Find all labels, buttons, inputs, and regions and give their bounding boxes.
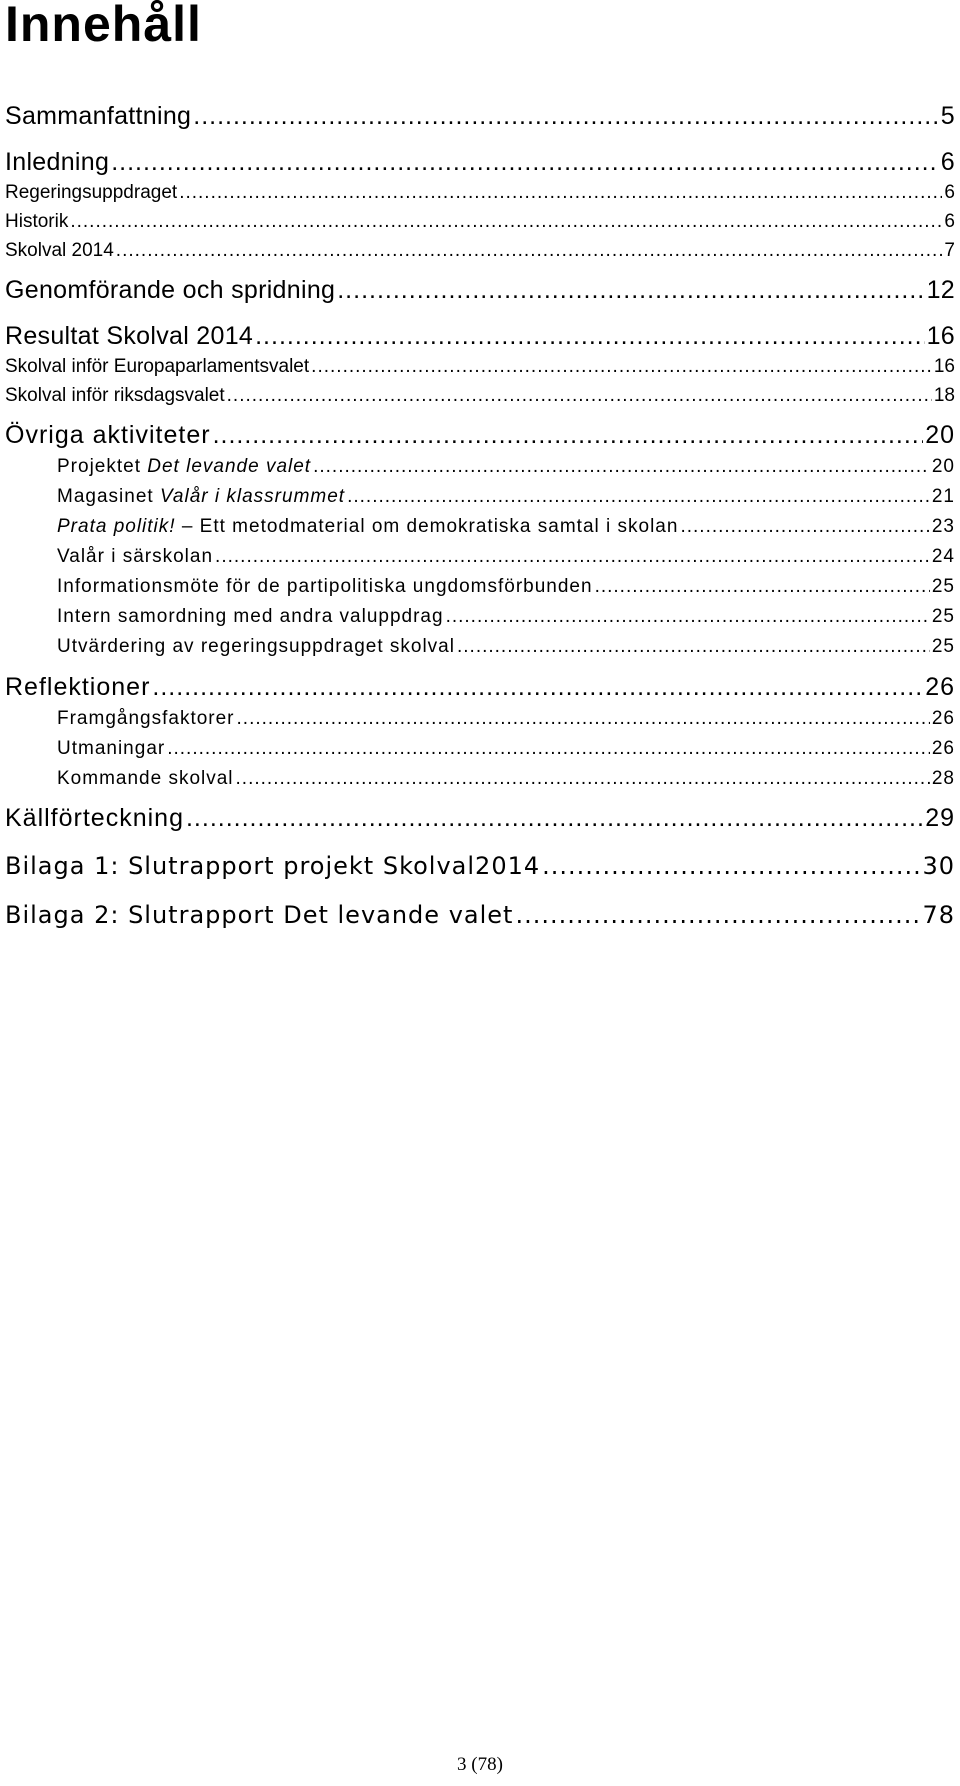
toc-leader-dots [179,182,942,205]
toc-entry-framgangsfaktorer[interactable] [57,708,955,731]
toc-leader-dots [237,708,930,731]
toc-entry-europaparlamentsvalet[interactable] [5,356,955,379]
toc-entry-page: 21 [931,486,955,507]
toc-entry-bilaga-2[interactable] [5,901,955,930]
toc-entry-label: Informationsmöte för de partipolitiska ungdomsförbunden [57,576,593,597]
toc-entry-page: 26 [925,673,955,701]
toc-entry-label [57,486,345,509]
toc-entry-label-italic: Prata politik! [57,516,176,537]
toc-entry-resultat[interactable] [5,321,955,351]
toc-entry-page: 5 [940,102,955,130]
toc-entry-genomforande[interactable] [5,275,955,305]
page-title: Innehåll [5,0,202,52]
toc-leader-dots [337,275,924,305]
toc-entry-page: 24 [931,546,955,567]
toc-entry-page: 28 [931,768,955,789]
toc-entry-page: 78 [922,901,955,929]
toc-entry-regeringsuppdraget[interactable] [5,182,955,205]
toc-entry-riksdagsvalet[interactable] [5,385,955,408]
toc-entry-label-italic: Valår i klassrummet [159,486,346,507]
toc-entry-page: 25 [931,606,955,627]
toc-entry-sammanfattning[interactable] [5,101,955,131]
toc-leader-dots [542,852,920,881]
toc-leader-dots [111,147,939,177]
toc-leader-dots [236,768,930,791]
toc-entry-label: Skolval inför riksdagsvalet [5,385,225,406]
toc-entry-page: 20 [925,421,955,449]
toc-entry-reflektioner[interactable] [5,672,955,702]
toc-entry-page: 25 [931,576,955,597]
toc-entry-label: Historik [5,211,69,232]
toc-leader-dots [313,456,930,479]
toc-entry-historik[interactable] [5,211,955,234]
toc-entry-utmaningar[interactable] [57,738,955,761]
toc-entry-label: Källförteckning [5,804,184,832]
toc-leader-dots [70,211,942,234]
toc-entry-label-plain: Magasinet [57,486,160,507]
toc-entry-label-plain: – Ett metodmaterial om demokratiska samtal i skolan [175,516,679,537]
toc-entry-page: 6 [944,211,955,232]
toc-entry-intern-samordning[interactable] [57,606,955,629]
toc-entry-page: 25 [931,636,955,657]
toc-entry-label: Genomförande och spridning [5,276,336,304]
toc-entry-label: Intern samordning med andra valuppdrag [57,606,444,627]
toc-entry-label: Bilaga 1: Slutrapport projekt Skolval2014 [5,852,541,880]
toc-entry-label: Valår i särskolan [57,546,214,567]
toc-entry-label: Regeringsuppdraget [5,182,178,203]
toc-leader-dots [446,606,930,629]
toc-entry-ovriga-aktiviteter[interactable] [5,420,955,450]
toc-leader-dots [186,803,923,833]
toc-entry-label-plain: Projektet [57,456,148,477]
toc-entry-prata-politik[interactable] [57,516,955,539]
toc-entry-label: Kommande skolval [57,768,234,789]
toc-leader-dots [167,738,930,761]
toc-entry-valar-i-sarskolan[interactable] [57,546,955,569]
toc-entry-page: 12 [926,276,955,304]
toc-entry-kallforteckning[interactable] [5,803,955,833]
toc-leader-dots [311,356,932,379]
toc-leader-dots [116,240,943,263]
toc-entry-label: Övriga aktiviteter [5,421,211,449]
toc-entry-skolval-2014[interactable] [5,240,955,263]
toc-entry-page: 26 [931,738,955,759]
toc-entry-label [57,516,678,539]
toc-entry-label: Skolval inför Europaparlamentsvalet [5,356,310,377]
toc-entry-label: Utvärdering av regeringsuppdraget skolval [57,636,455,657]
toc-leader-dots [227,385,932,408]
toc-entry-label: Skolval 2014 [5,240,114,261]
toc-leader-dots [680,516,929,539]
toc-entry-utvardering[interactable] [57,636,955,659]
toc-leader-dots [152,672,923,702]
toc-entry-page: 26 [931,708,955,729]
toc-entry-label: Resultat Skolval 2014 [5,322,254,350]
toc-entry-page: 29 [925,804,955,832]
page-number: 3 (78) [457,1754,503,1775]
toc-entry-label: Inledning [5,148,110,176]
toc-leader-dots [193,101,939,131]
toc-leader-dots [595,576,930,599]
toc-entry-page: 23 [931,516,955,537]
toc-entry-page: 7 [944,240,955,261]
toc-entry-inledning[interactable] [5,147,955,177]
toc-entry-label: Framgångsfaktorer [57,708,235,729]
toc-leader-dots [215,546,930,569]
toc-leader-dots [213,420,924,450]
toc-entry-label [57,456,311,479]
toc-leader-dots [457,636,930,659]
toc-entry-page: 16 [926,322,955,350]
toc-entry-projektet[interactable] [57,456,955,479]
toc-entry-kommande-skolval[interactable] [57,768,955,791]
toc-entry-page: 20 [931,456,955,477]
toc-entry-label: Sammanfattning [5,102,192,130]
toc-entry-informationsmote[interactable] [57,576,955,599]
toc-entry-label: Reflektioner [5,673,151,701]
toc-entry-label: Utmaningar [57,738,166,759]
toc-entry-page: 30 [922,852,955,880]
toc-entry-label-italic: Det levande valet [147,456,312,477]
toc-leader-dots [347,486,930,509]
toc-entry-page: 6 [944,182,955,203]
toc-entry-magasinet[interactable] [57,486,955,509]
toc-leader-dots [255,321,924,351]
toc-entry-page: 18 [933,385,955,406]
toc-entry-bilaga-1[interactable] [5,852,955,881]
toc-entry-label: Bilaga 2: Slutrapport Det levande valet [5,901,514,929]
toc-entry-page: 6 [940,148,955,176]
toc-leader-dots [515,901,920,930]
toc-entry-page: 16 [933,356,955,377]
